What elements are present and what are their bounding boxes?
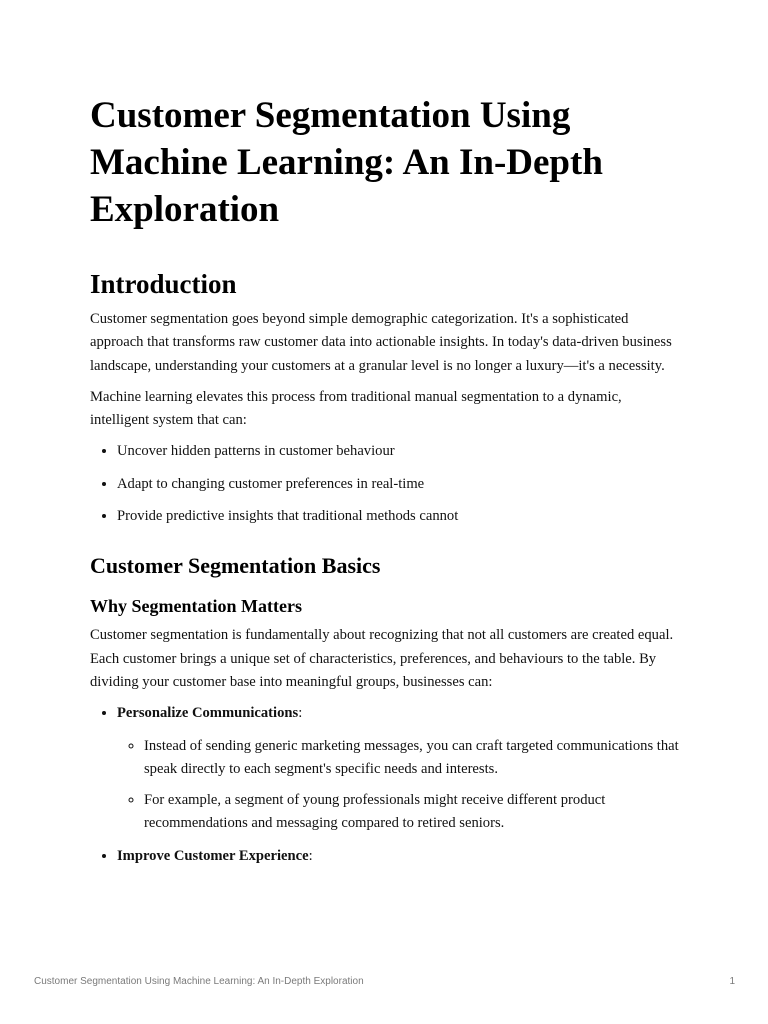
intro-paragraph-2: Machine learning elevates this process from traditional manual segmentation to a dynamic, intelligent system that can:	[90, 388, 622, 429]
list-item: ◦ Instead of sending generic marketing messages, you can craft targeted communications that speak directly to each segment's specific needs and interests.	[144, 735, 682, 782]
page-footer	[34, 976, 735, 987]
intro-heading: Introduction	[90, 269, 237, 299]
basics-paragraph: Customer segmentation is fundamentally about recognizing that not all customers are created equal. Each customer brings a unique set of characteristics, preferences, and behaviours to the table. By dividing your customer base into meaningful groups, businesses can:	[90, 627, 674, 690]
basics-heading: Customer Segmentation Basics	[90, 553, 381, 579]
list-item	[117, 845, 682, 868]
list-item: • Uncover hidden patterns in customer behaviour	[117, 440, 682, 463]
list-item: ◦ For example, a segment of young professionals might receive different product recommendations and messaging compared to retired seniors.	[144, 789, 682, 836]
footer-title: Customer Segmentation Using Machine Learning: An In-Depth Exploration	[34, 976, 364, 987]
benefit-suffix: :	[308, 847, 313, 864]
benefit-label: Improve Customer Experience	[117, 847, 309, 864]
document-title: Customer Segmentation Using Machine Learning: An In-Depth Exploration	[90, 95, 603, 230]
page-number: 1	[729, 976, 735, 987]
list-item: • Adapt to changing customer preferences in real-time	[117, 473, 682, 496]
intro-paragraph-1: Customer segmentation goes beyond simple demographic categorization. It's a sophisticated approach that transforms raw customer data into actionable insights. In today's data-driven business landscape, understanding your customers at a granular level is no longer a luxury—it's a necessity.	[90, 311, 672, 374]
benefits-list	[90, 702, 682, 868]
benefit-suffix: :	[298, 705, 303, 722]
document-body	[90, 92, 682, 877]
why-segmentation-heading: Why Segmentation Matters	[90, 596, 302, 617]
list-item	[117, 702, 682, 835]
benefit-sublist	[117, 735, 682, 836]
benefit-label: Personalize Communications	[117, 705, 299, 722]
intro-bullet-list	[90, 440, 682, 528]
list-item: • Provide predictive insights that traditional methods cannot	[117, 505, 682, 528]
